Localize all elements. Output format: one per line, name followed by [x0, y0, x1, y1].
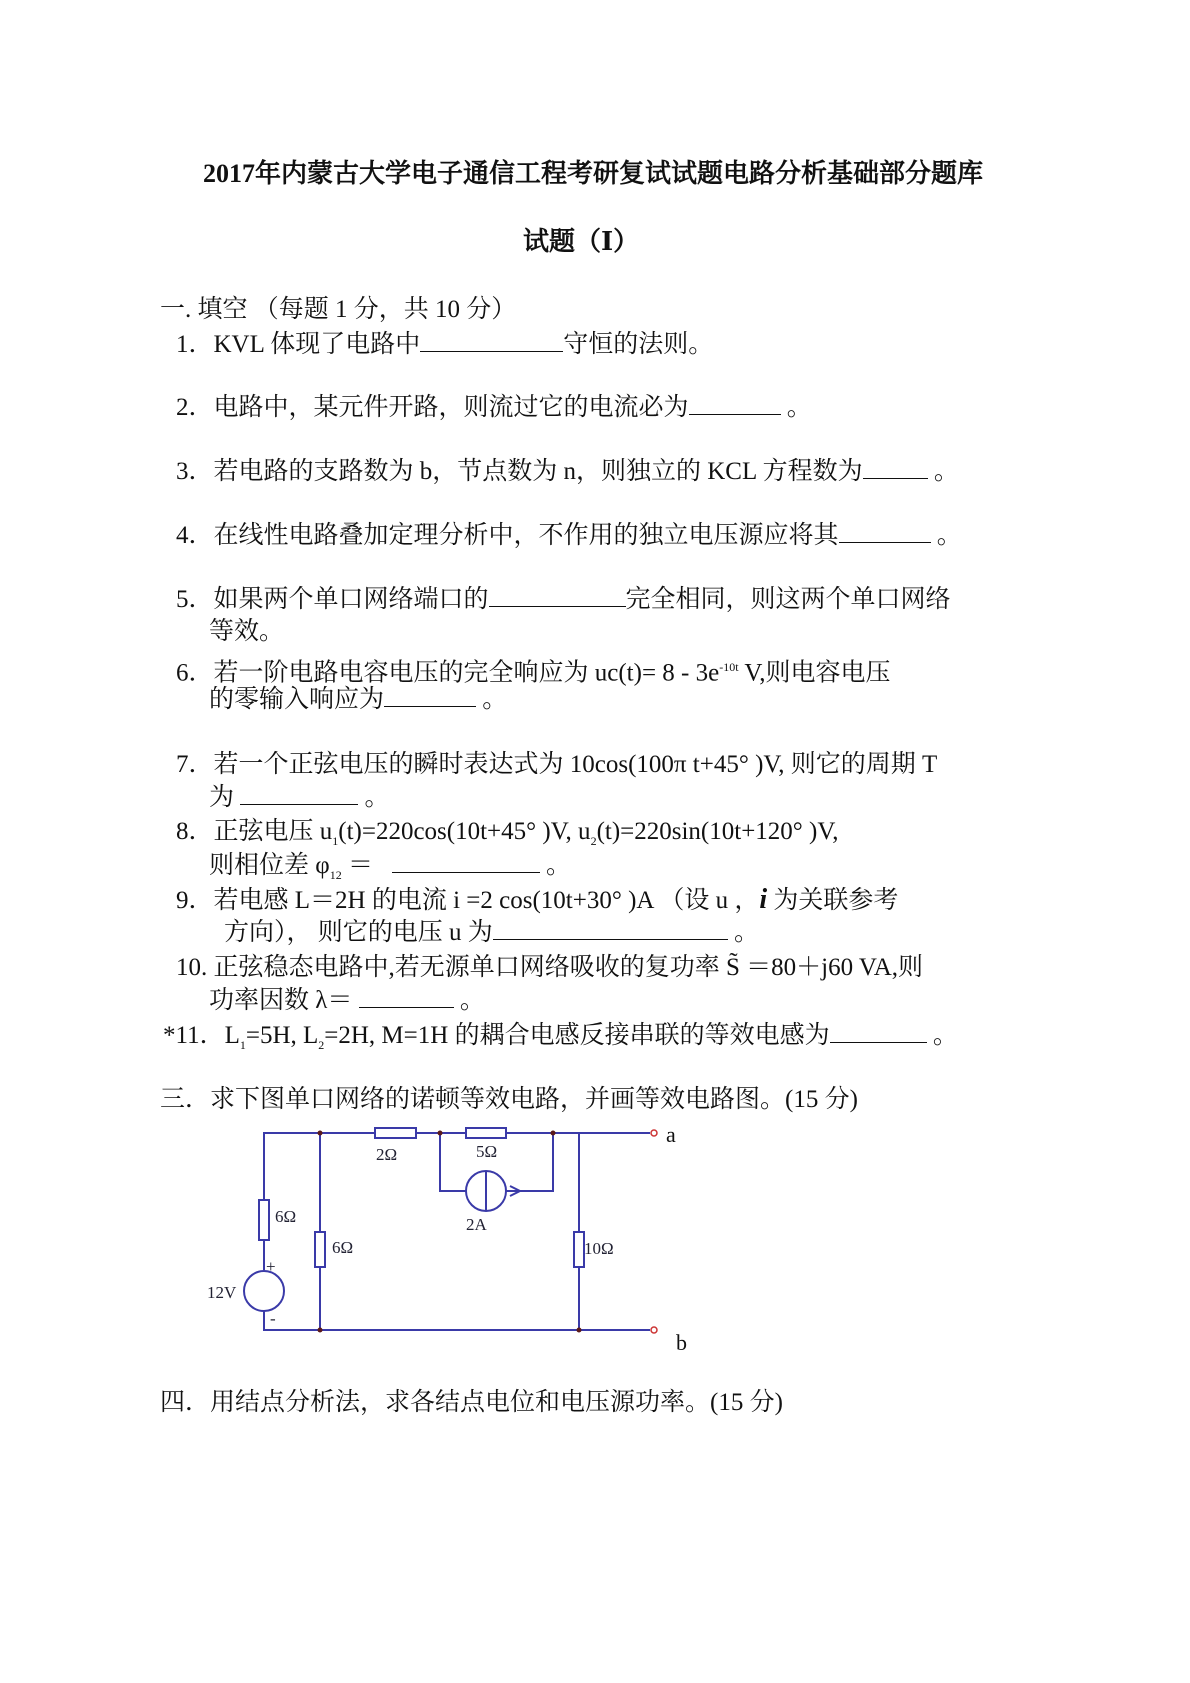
question-2: 2．电路中，某元件开路，则流过它的电流必为 。 — [176, 394, 812, 421]
question-10: 10. 正弦稳态电路中,若无源单口网络吸收的复功率 S̃ ＝80＋j60 VA,则 — [176, 954, 924, 981]
question-4: 4．在线性电路叠加定理分析中，不作用的独立电压源应将其 。 — [176, 522, 962, 549]
label-plus: + — [266, 1257, 276, 1276]
doc-title: 2017年内蒙古大学电子通信工程考研复试试题电路分析基础部分题库 — [203, 159, 984, 188]
label-a: a — [666, 1122, 676, 1147]
question-9-cont: 方向）， 则它的电压 u 为 。 — [224, 919, 760, 946]
section-4-heading: 四．用结点分析法，求各结点电位和电压源功率。(15 分) — [160, 1389, 783, 1416]
question-3: 3．若电路的支路数为 b，节点数为 n，则独立的 KCL 方程数为 。 — [176, 458, 959, 485]
question-7: 7．若一个正弦电压的瞬时表达式为 10cos(100π t+45° )V, 则它的周期 T — [176, 751, 938, 778]
section-1-heading: 一. 填空 （每题 1 分，共 10 分） — [160, 296, 517, 323]
terminal-b — [651, 1327, 657, 1333]
resistor-6ohm-mid — [315, 1232, 325, 1267]
question-6: 6．若一阶电路电容电压的完全响应为 $uc(t)= 8 - 3e^{-10t}$ V,则电容电压 — [176, 659, 891, 687]
question-8: 8．正弦电压 $u_1(t)=220\cos(10t+45^\circ$ )V, $u_2(t)=220\sin(10t+120^\circ$ )V, — [176, 818, 839, 848]
question-1: 1．KVL 体现了电路中 守恒的法则。 — [176, 331, 714, 358]
resistor-10ohm — [574, 1232, 584, 1267]
question-11: *11．$L_1=5H$, $L_2=2H$, M=1H 的耦合电感反接串联的等效电感为 。 — [163, 1022, 958, 1052]
terminal-a — [651, 1130, 657, 1136]
label-b: b — [676, 1330, 687, 1355]
label-minus: - — [270, 1309, 276, 1328]
label-6ohm-mid: 6Ω — [332, 1238, 354, 1257]
question-5-cont: 等效。 — [209, 618, 285, 645]
label-2ohm: 2Ω — [376, 1145, 398, 1164]
resistor-2ohm — [375, 1128, 416, 1138]
question-8-cont: 则相位差 $\varphi_{12}$ ＝ 。 — [209, 852, 571, 882]
label-2a: 2A — [466, 1215, 487, 1234]
question-7-cont: 为 。 — [209, 784, 390, 811]
label-6ohm-left: 6Ω — [275, 1207, 297, 1226]
section-3-heading: 三．求下图单口网络的诺顿等效电路，并画等效电路图。(15 分) — [160, 1086, 858, 1113]
question-5: 5．如果两个单口网络端口的 完全相同，则这两个单口网络 — [176, 586, 951, 613]
label-12v: 12V — [207, 1283, 237, 1302]
question-10-cont: 功率因数 λ＝ 。 — [209, 987, 485, 1014]
doc-subtitle: 试题（Ⅰ） — [523, 227, 640, 256]
question-9: 9．若电感 L＝2H 的电流 i =2 cos(10t+30° )A （设 u ，i 为关联参考 — [176, 884, 899, 915]
resistor-6ohm-left — [259, 1200, 269, 1240]
label-10ohm: 10Ω — [584, 1239, 614, 1258]
resistor-5ohm — [466, 1128, 506, 1138]
voltage-source-12v — [244, 1271, 284, 1311]
question-6-cont: 的零输入响应为 。 — [209, 686, 508, 713]
label-5ohm: 5Ω — [476, 1142, 498, 1161]
